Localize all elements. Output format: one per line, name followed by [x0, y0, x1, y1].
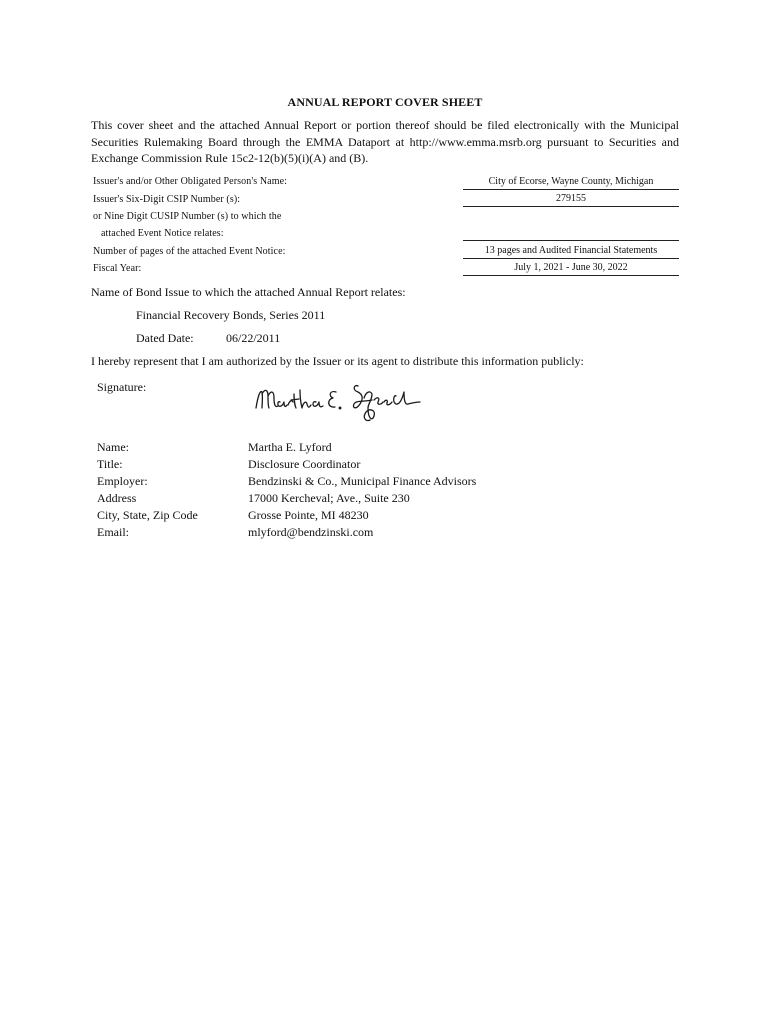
issuer-label: Issuer's and/or Other Obligated Person's Name:: [93, 176, 287, 187]
address-label: Address: [97, 491, 137, 505]
city-state-zip-value: Grosse Pointe, MI 48230: [248, 508, 369, 522]
employer-label: Employer:: [97, 474, 148, 488]
cusip-value-line: [463, 240, 679, 241]
email-value: mlyford@bendzinski.com: [248, 525, 374, 539]
name-label: Name:: [97, 440, 129, 454]
csip-value: 279155: [463, 191, 679, 207]
title-label: Title:: [97, 457, 123, 471]
dated-date-value: 06/22/2011: [226, 331, 281, 345]
fiscal-year-label: Fiscal Year:: [93, 263, 142, 274]
bond-issue-heading: Name of Bond Issue to which the attached Annual Report relates:: [91, 285, 406, 299]
intro-paragraph: This cover sheet and the attached Annual Report or portion thereof should be filed electronically with the Municipal Securities Rulemaking Board through the EMMA Dataport at http://www.emma.msrb.org pursuant to Securities and Exchange Commission Rule 15c2-12(b)(5)(i)(A) and (B).: [91, 118, 679, 165]
pages-value: 13 pages and Audited Financial Statements: [463, 243, 679, 259]
page-title: ANNUAL REPORT COVER SHEET: [287, 95, 483, 109]
signature-label: Signature:: [97, 380, 147, 394]
cusip-label-line-1: or Nine Digit CUSIP Number (s) to which the: [93, 211, 282, 222]
representation-statement: I hereby represent that I am authorized by the Issuer or its agent to distribute this information publicly:: [91, 354, 584, 368]
issuer-value: City of Ecorse, Wayne County, Michigan: [463, 174, 679, 190]
cusip-label-line-2: attached Event Notice relates:: [101, 228, 224, 239]
city-state-zip-label: City, State, Zip Code: [97, 508, 198, 522]
address-value: 17000 Kercheval; Ave., Suite 230: [248, 491, 410, 505]
dated-date-label: Dated Date:: [136, 331, 194, 345]
name-value: Martha E. Lyford: [248, 440, 332, 454]
employer-value: Bendzinski & Co., Municipal Finance Advisors: [248, 474, 477, 488]
email-label: Email:: [97, 525, 129, 539]
csip-label: Issuer's Six-Digit CSIP Number (s):: [93, 194, 241, 205]
bond-issue-name: Financial Recovery Bonds, Series 2011: [136, 308, 326, 322]
pages-label: Number of pages of the attached Event Notice:: [93, 246, 286, 257]
title-value: Disclosure Coordinator: [248, 457, 361, 471]
handwritten-signature: [250, 378, 430, 426]
fiscal-year-value: July 1, 2021 - June 30, 2022: [463, 260, 679, 276]
